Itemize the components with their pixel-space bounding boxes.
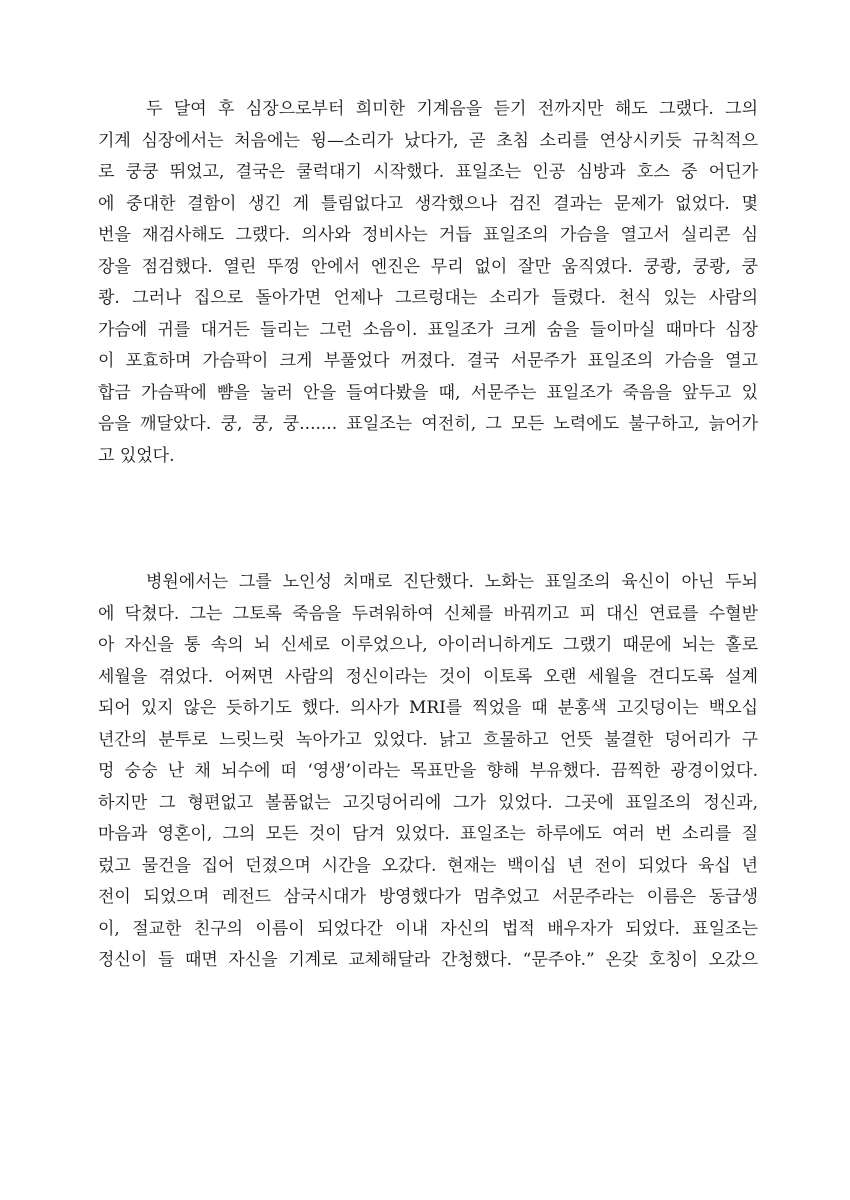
text-line: 기계 심장에서는 처음에는 윙—소리가 났다가, 곧 초침 소리를 연상시키듯 규칙적으 <box>98 130 758 151</box>
text-line: 로 쿵쿵 뛰었고, 결국은 쿨럭대기 시작했다. 표일조는 인공 심방과 호스 중 어딘가 <box>98 162 758 182</box>
text-line: 합금 가슴팍에 뺨을 눌러 안을 들여다봤을 때, 서문주는 표일조가 죽음을 앞두고 있 <box>98 382 758 403</box>
text-line: 에 중대한 결함이 생긴 게 틀림없다고 생각했으나 검진 결과는 문제가 없었다. 몇 <box>98 193 758 214</box>
text-line: 음을 깨달았다. 쿵, 쿵, 쿵....... 표일조는 여전히, 그 모든 노력에도 불구하고, 늙어가 <box>98 414 758 434</box>
text-line: 아 자신을 통 속의 뇌 신세로 이루었으나, 아이러니하게도 그랬기 때문에 뇌는 홀로 <box>98 635 758 655</box>
text-line: 고 있었다. <box>98 445 175 466</box>
text-line: 에 닥쳤다. 그는 그토록 죽음을 두려워하여 신체를 바꿔끼고 피 대신 연료를 수혈받 <box>98 603 758 624</box>
text-line: 이 포효하며 가슴팍이 크게 부풀었다 꺼졌다. 결국 서문주가 표일조의 가슴을 열고 <box>98 351 758 371</box>
paragraph-2 <box>98 567 758 977</box>
text-line: 장을 점검했다. 열린 뚜껑 안에서 엔진은 무리 없이 잘만 움직였다. 쿵쾅, 쿵쾅, 쿵 <box>98 256 758 277</box>
text-line: 번을 재검사해도 그랬다. 의사와 정비사는 거듭 표일조의 가슴을 열고서 실리콘 심 <box>98 225 758 245</box>
text-line: 병원에서는 그를 노인성 치매로 진단했다. 노화는 표일조의 육신이 아닌 두뇌 <box>146 572 758 592</box>
text-line: 두 달여 후 심장으로부터 희미한 기계음을 듣기 전까지만 해도 그랬다. 그의 <box>146 99 758 119</box>
text-line: 가슴에 귀를 대거든 들리는 그런 소음이. 표일조가 크게 숨을 들이마실 때마다 심장 <box>98 319 758 340</box>
text-line: 멍 숭숭 난 채 뇌수에 떠 ‘영생’이라는 목표만을 향해 부유했다. 끔찍한 광경이었다. <box>98 761 758 781</box>
text-line: 되어 있지 않은 듯하기도 했다. 의사가 MRI를 찍었을 때 분홍색 고깃덩이는 백오십 <box>98 698 758 718</box>
text-line: 정신이 들 때면 자신을 기계로 교체해달라 간청했다. “문주야.” 온갖 호칭이 오갔으 <box>98 950 758 970</box>
text-line: 전이 되었으며 레전드 삼국시대가 방영했다가 멈추었고 서문주라는 이름은 동급생 <box>98 887 758 907</box>
text-line: 렀고 물건을 집어 던졌으며 시간을 오갔다. 현재는 백이십 년 전이 되었다 육십 년 <box>98 855 758 876</box>
text-line: 하지만 그 형편없고 볼품없는 고깃덩어리에 그가 있었다. 그곳에 표일조의 정신과, <box>98 792 758 813</box>
text-line: 이, 절교한 친구의 이름이 되었다간 이내 자신의 법적 배우자가 되었다. 표일조는 <box>98 918 758 939</box>
text-line: 년간의 분투로 느릿느릿 녹아가고 있었다. 낡고 흐물하고 언뜻 불결한 덩어리가 구 <box>98 729 758 750</box>
text-line: 마음과 영혼이, 그의 모든 것이 담겨 있었다. 표일조는 하루에도 여러 번 소리를 질 <box>98 824 758 844</box>
paragraph-1 <box>98 94 758 472</box>
text-line: 쾅. 그러나 집으로 돌아가면 언제나 그르렁대는 소리가 들렸다. 천식 있는 사람의 <box>98 288 758 308</box>
text-line: 세월을 겪었다. 어쩌면 사람의 정신이라는 것이 이토록 오랜 세월을 견디도록 설계 <box>98 666 758 687</box>
